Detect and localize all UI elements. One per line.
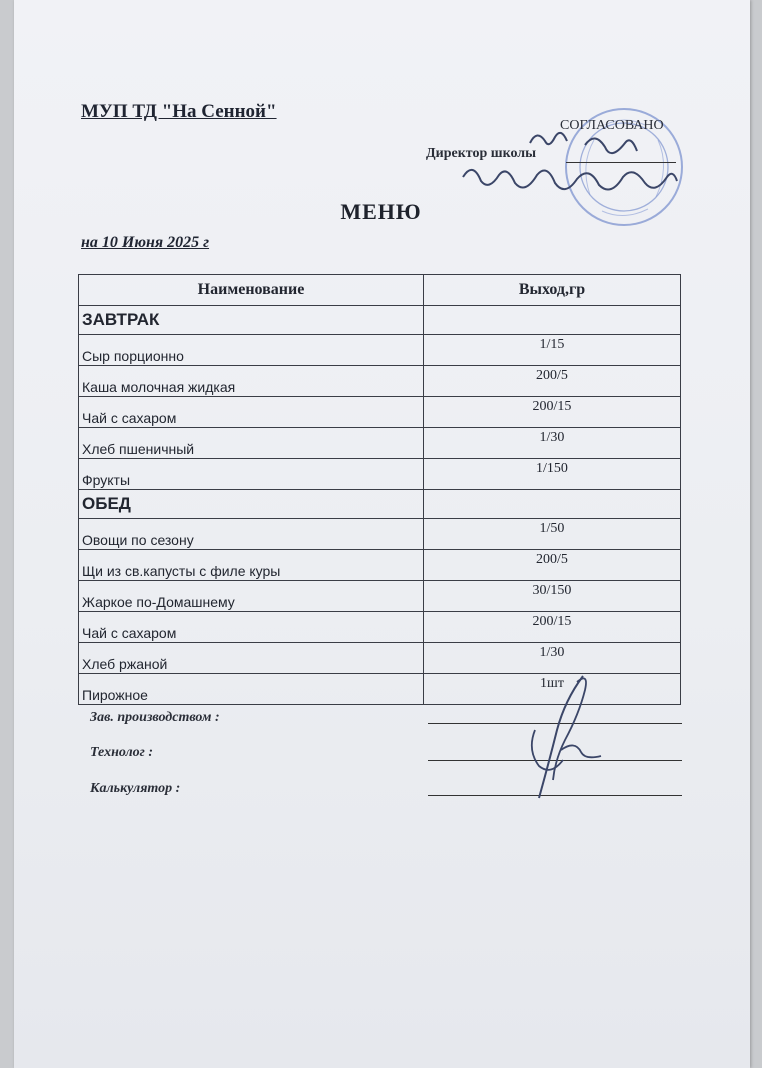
dish-output: 200/15	[424, 612, 681, 643]
dish-output: 30/150	[424, 581, 681, 612]
document-title: МЕНЮ	[340, 199, 422, 224]
dish-output: 1шт	[424, 674, 681, 705]
approval-label: СОГЛАСОВАНО	[560, 118, 664, 133]
dish-name: Фрукты	[79, 459, 424, 490]
dish-name: Хлеб пшеничный	[79, 428, 424, 459]
dish-output: 1/30	[424, 643, 681, 674]
table-header-row	[79, 275, 681, 306]
table-row	[79, 397, 681, 428]
organization-name: МУП ТД "На Сенной"	[81, 101, 277, 122]
column-header-output: Выход,гр	[424, 275, 681, 306]
technologist-label: Технолог :	[90, 745, 154, 760]
dish-output: 200/15	[424, 397, 681, 428]
dish-name: Овощи по сезону	[79, 519, 424, 550]
dish-output: 1/15	[424, 335, 681, 366]
dish-output: 1/50	[424, 519, 681, 550]
table-row	[79, 459, 681, 490]
table-row	[79, 428, 681, 459]
director-label: Директор школы	[426, 146, 537, 161]
menu-table	[78, 274, 681, 705]
section-title: ОБЕД	[79, 490, 424, 519]
dish-name: Жаркое по-Домашнему	[79, 581, 424, 612]
table-row	[79, 643, 681, 674]
table-row	[79, 519, 681, 550]
director-handwritten-signature	[455, 125, 685, 205]
dish-name: Пирожное	[79, 674, 424, 705]
section-row-breakfast	[79, 306, 681, 335]
table-row	[79, 581, 681, 612]
dish-name: Щи из св.капусты с филе куры	[79, 550, 424, 581]
production-head-handwritten-signature	[505, 670, 615, 805]
table-row	[79, 335, 681, 366]
production-head-label: Зав. производством :	[90, 710, 220, 725]
dish-output: 1/30	[424, 428, 681, 459]
table-row	[79, 550, 681, 581]
section-title: ЗАВТРАК	[79, 306, 424, 335]
column-header-name: Наименование	[79, 275, 424, 306]
dish-name: Хлеб ржаной	[79, 643, 424, 674]
dish-name: Чай с сахаром	[79, 612, 424, 643]
calculator-label: Калькулятор :	[90, 781, 181, 796]
menu-date: на 10 Июня 2025 г	[81, 234, 210, 251]
dish-output: 200/5	[424, 550, 681, 581]
dish-name: Сыр порционно	[79, 335, 424, 366]
dish-name: Чай с сахаром	[79, 397, 424, 428]
section-row-lunch	[79, 490, 681, 519]
dish-output: 200/5	[424, 366, 681, 397]
table-row	[79, 612, 681, 643]
dish-output: 1/150	[424, 459, 681, 490]
table-row	[79, 366, 681, 397]
dish-name: Каша молочная жидкая	[79, 366, 424, 397]
